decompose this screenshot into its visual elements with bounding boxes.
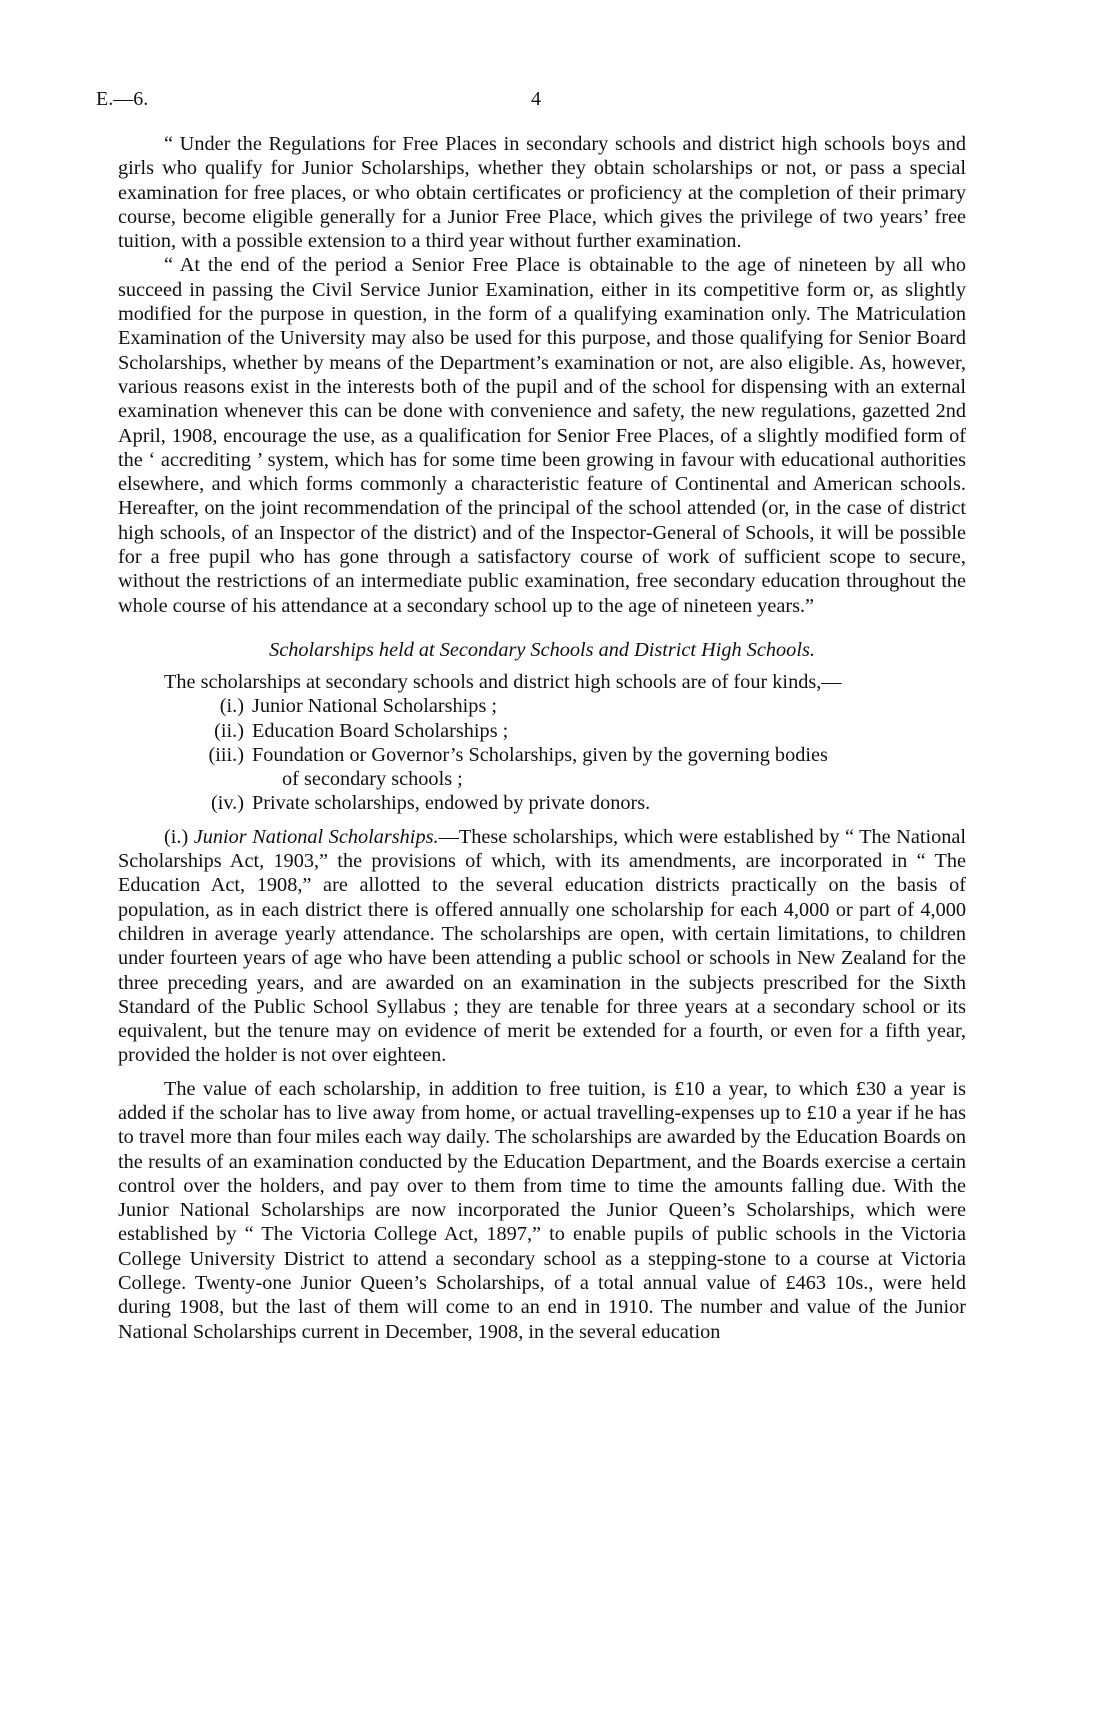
section-heading: Scholarships held at Secondary Schools and District High Schools. <box>269 638 815 661</box>
junior-national-number: (i.) <box>164 825 189 848</box>
page-number: 4 <box>531 88 541 110</box>
list-item-number: (i.) <box>219 695 244 718</box>
document-reference: E.—6. <box>96 88 149 110</box>
paragraph-junior-national <box>118 825 966 1068</box>
list-item <box>194 791 966 815</box>
document-body <box>118 132 966 1344</box>
paragraph-free-places-senior: “ At the end of the period a Senior Free Place is obtainable to the age of nineteen by all who succeed in passing the Civil Service Junior Examination, either in its competitive form or, as slightly modified for the purpose in question, in the form of a qualifying examination only. The Matriculation Examination of the University may also be used for this purpose, and those qualifying for Senior Board Scholarships, whether by means of the Department’s examination or not, are also eligible. As, however, various reasons exist in the interests both of the pupil and of the school for dispensing with an external examination whenever this can be done with convenience and safety, the new regulations, gazetted 2nd April, 1908, encourage the use, as a qualification for Senior Free Places, of a slightly modified form of the ‘ accrediting ’ system, which has for some time been growing in favour with educational authorities elsewhere, and which forms commonly a characteristic feature of Continental and American schools. Hereafter, on the joint recommendation of the principal of the school attended (or, in the case of district high schools, of an Inspector of the district) and of the Inspector-General of Schools, it will be possible for a free pupil who has gone through a satisfactory course of work of sufficient scope to secure, without the restrictions of an intermediate public examination, free secondary education throughout the whole course of his attendance at a secondary school up to the age of nineteen years.” <box>118 254 966 617</box>
list-item-text: Private scholarships, endowed by private donors. <box>252 792 651 815</box>
list-item <box>194 719 966 743</box>
paragraph-kinds-intro: The scholarships at secondary schools and district high schools are of four kinds,— <box>164 670 842 693</box>
kinds-list <box>118 694 966 815</box>
list-item-text-wrapper <box>252 743 966 792</box>
list-item <box>194 694 966 718</box>
list-item-number: (iii.) <box>208 743 244 766</box>
list-item-text: Education Board Scholarships ; <box>252 719 509 742</box>
page-header <box>96 88 976 116</box>
junior-national-text: —These scholarships, which were established by “ The National Scholarships Act, 1903,” the provisions of which, with its amendments, are incorporated in “ The Education Act, 1908,” are allotted to the several education districts practically on the basis of population, as in each district there is offered annually one scholarship for each 4,000 or part of 4,000 children in average yearly attendance. The scholarships are open, with certain limitations, to children under fourteen years of age who have been attending a public school or schools in New Zealand for the three preceding years, and are awarded on an examination in the subjects prescribed for the Sixth Standard of the Public School Syllabus ; they are tenable for three years at a secondary school or its equivalent, but the tenure may on evidence of merit be extended for a fourth, or even for a fifth year, provided the holder is not over eighteen. <box>118 825 967 1067</box>
paragraph-scholarship-value: The value of each scholarship, in addition to free tuition, is £10 a year, to which £30 a year is added if the scholar has to live away from home, or actual travelling-expenses up to £10 a year if he has to travel more than four miles each way daily. The scholarships are awarded by the Education Boards on the results of an examination conducted by the Education Department, and the Boards exercise a certain control over the holders, and pay over to them from time to time the amounts falling due. With the Junior National Scholarships are now incorporated the Junior Queen’s Scholarships, which were established by “ The Victoria College Act, 1897,” to enable pupils of public schools in the Victoria College University District to attend a secondary school as a stepping-stone to a course at Victoria College. Twenty-one Junior Queen’s Scholarships, of a total annual value of £463 10s., were held during 1908, but the last of them will come to an end in 1910. The number and value of the Junior National Scholarships current in December, 1908, in the several education <box>118 1077 966 1343</box>
list-item-text: Junior National Scholarships ; <box>252 695 498 718</box>
list-item-number: (iv.) <box>210 792 244 815</box>
list-item-text-continued: of secondary schools ; <box>282 768 463 791</box>
list-item <box>194 743 966 792</box>
junior-national-title: Junior National Scholarships. <box>193 825 439 848</box>
paragraph-free-places-junior: “ Under the Regulations for Free Places in secondary schools and district high schools boys and girls who qualify for Junior Scholarships, whether they obtain scholarships or not, or pass a special examination for free places, or who obtain certificates or proficiency at the completion of their primary course, become eligible generally for a Junior Free Place, which gives the privilege of two years’ free tuition, with a possible extension to a third year without further examination. <box>118 133 966 253</box>
list-item-number: (ii.) <box>214 719 244 742</box>
list-item-text: Foundation or Governor’s Scholarships, given by the governing bodies <box>252 743 828 766</box>
